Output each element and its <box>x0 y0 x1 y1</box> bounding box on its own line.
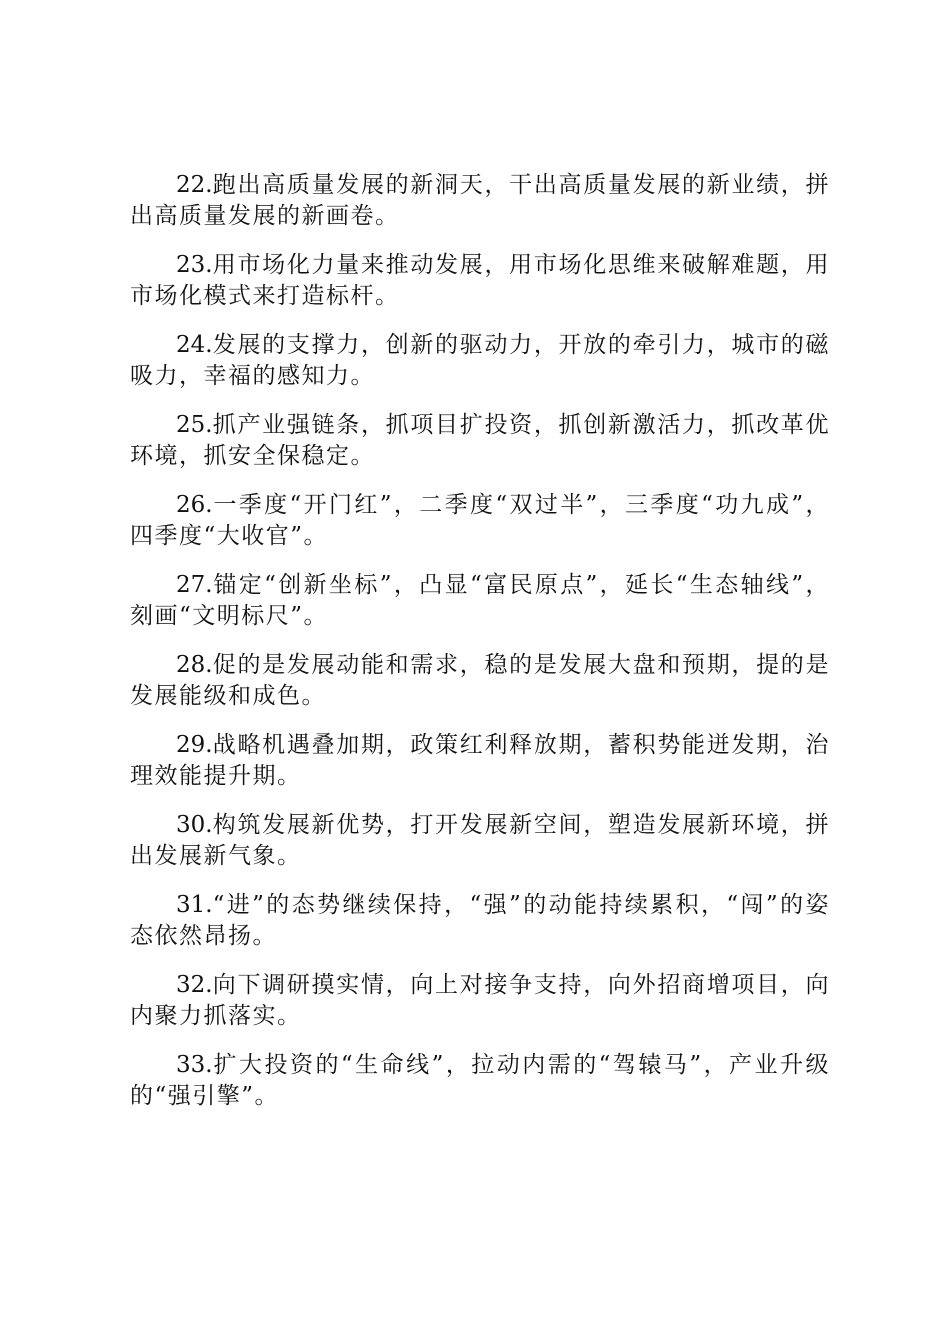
item-text: 发展的支撑力，创新的驱动力，开放的牵引力，城市的磁吸力，幸福的感知力。 <box>130 332 830 389</box>
list-item <box>130 170 830 232</box>
list-item <box>130 330 830 392</box>
item-text: 锚定“创新坐标”，凸显“富民原点”，延长“生态轴线”，刻画“文明标尺”。 <box>130 572 830 629</box>
item-text: 扩大投资的“生命线”，拉动内需的“驾辕马”，产业升级的“强引擎”。 <box>130 1052 830 1109</box>
item-number: 28. <box>176 652 213 678</box>
item-number: 24. <box>176 332 213 358</box>
item-number: 22. <box>176 172 213 198</box>
item-number: 30. <box>176 812 213 838</box>
item-number: 29. <box>176 732 213 758</box>
list-item <box>130 410 830 472</box>
list-item <box>130 1050 830 1112</box>
item-text: 构筑发展新优势，打开发展新空间，塑造发展新环境，拼出发展新气象。 <box>130 812 830 869</box>
list-item <box>130 490 830 552</box>
list-item <box>130 970 830 1032</box>
item-number: 33. <box>176 1052 213 1078</box>
item-number: 27. <box>176 572 213 598</box>
list-item <box>130 250 830 312</box>
item-text: 跑出高质量发展的新洞天，干出高质量发展的新业绩，拼出高质量发展的新画卷。 <box>130 172 830 229</box>
item-text: 抓产业强链条，抓项目扩投资，抓创新激活力，抓改革优环境，抓安全保稳定。 <box>130 412 830 469</box>
item-number: 23. <box>176 252 213 278</box>
list-item <box>130 650 830 712</box>
list-item <box>130 890 830 952</box>
item-number: 31. <box>176 892 213 918</box>
document-page <box>130 170 830 1130</box>
item-text: 向下调研摸实情，向上对接争支持，向外招商增项目，向内聚力抓落实。 <box>130 972 830 1029</box>
list-item <box>130 810 830 872</box>
item-number: 32. <box>176 972 213 998</box>
item-text: 用市场化力量来推动发展，用市场化思维来破解难题，用市场化模式来打造标杆。 <box>130 252 830 309</box>
item-text: 一季度“开门红”，二季度“双过半”，三季度“功九成”，四季度“大收官”。 <box>130 492 830 549</box>
list-item <box>130 730 830 792</box>
item-text: “进”的态势继续保持，“强”的动能持续累积，“闯”的姿态依然昂扬。 <box>130 892 830 949</box>
list-item <box>130 570 830 632</box>
item-number: 25. <box>176 412 213 438</box>
item-text: 促的是发展动能和需求，稳的是发展大盘和预期，提的是发展能级和成色。 <box>130 652 830 709</box>
item-text: 战略机遇叠加期，政策红利释放期，蓄积势能迸发期，治理效能提升期。 <box>130 732 830 789</box>
item-number: 26. <box>176 492 213 518</box>
